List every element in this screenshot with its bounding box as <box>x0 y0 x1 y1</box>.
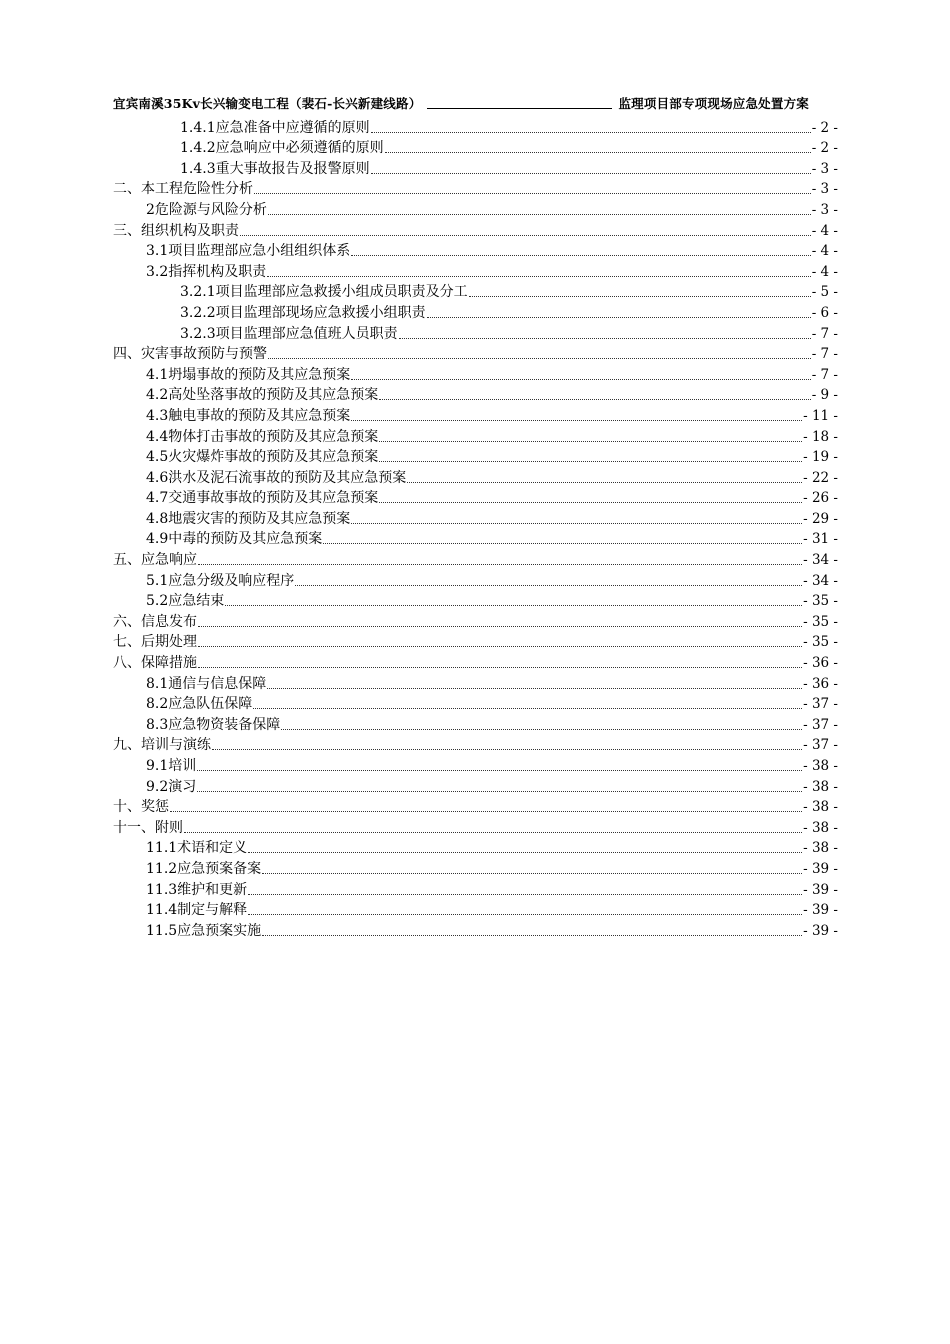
toc-entry-page-number: - 2 - <box>811 140 838 157</box>
toc-entry-page-number: - 35 - <box>803 634 838 651</box>
toc-entry-page-number: - 39 - <box>803 902 838 919</box>
toc-entry-page-number: - 2 - <box>811 119 838 136</box>
toc-entry[interactable] <box>113 384 838 405</box>
toc-entry[interactable] <box>113 240 838 261</box>
toc-dot-leader <box>469 295 811 297</box>
toc-entry-label: 二、本工程危险性分析 <box>113 181 253 198</box>
toc-dot-leader <box>253 707 802 709</box>
toc-entry-label: 4.7交通事故事故的预防及其应急预案 <box>146 490 379 507</box>
toc-entry[interactable] <box>113 198 838 219</box>
toc-dot-leader <box>427 316 811 318</box>
toc-entry-page-number: - 31 - <box>803 531 838 548</box>
toc-entry[interactable] <box>113 857 838 878</box>
toc-entry-label: 三、组织机构及职责 <box>113 222 239 239</box>
toc-dot-leader <box>198 645 802 647</box>
toc-entry[interactable] <box>113 322 838 343</box>
toc-entry-page-number: - 7 - <box>811 346 838 363</box>
toc-entry-page-number: - 22 - <box>803 469 838 486</box>
toc-dot-leader <box>399 337 811 339</box>
toc-dot-leader <box>184 831 802 833</box>
toc-entry[interactable] <box>113 425 838 446</box>
toc-entry[interactable] <box>113 260 838 281</box>
toc-dot-leader <box>197 790 802 792</box>
toc-entry[interactable] <box>113 569 838 590</box>
toc-entry-label: 5.2应急结束 <box>146 593 225 610</box>
toc-entry-page-number: - 6 - <box>811 304 838 321</box>
toc-entry-label: 1.4.2应急响应中必须遵循的原则 <box>180 140 384 157</box>
toc-entry-page-number: - 37 - <box>803 737 838 754</box>
toc-entry-label: 4.6洪水及泥石流事故的预防及其应急预案 <box>146 469 407 486</box>
toc-dot-leader <box>225 604 802 606</box>
toc-entry-page-number: - 39 - <box>803 881 838 898</box>
toc-entry-label: 11.2应急预案备案 <box>146 860 262 877</box>
toc-entry-page-number: - 4 - <box>811 222 838 239</box>
toc-entry-label: 8.2应急队伍保障 <box>146 696 253 713</box>
toc-entry[interactable] <box>113 754 838 775</box>
toc-entry[interactable] <box>113 116 838 137</box>
toc-entry[interactable] <box>113 466 838 487</box>
toc-entry-page-number: - 19 - <box>803 449 838 466</box>
toc-entry-label: 8.1通信与信息保障 <box>146 675 267 692</box>
toc-entry[interactable] <box>113 528 838 549</box>
toc-entry-page-number: - 36 - <box>803 675 838 692</box>
toc-entry-label: 9.1培训 <box>146 758 197 774</box>
toc-entry[interactable] <box>113 610 838 631</box>
toc-entry-page-number: - 35 - <box>803 613 838 630</box>
toc-entry-label: 4.9中毒的预防及其应急预案 <box>146 531 323 548</box>
toc-entry-label: 4.1坍塌事故的预防及其应急预案 <box>146 366 351 383</box>
toc-entry-label: 3.2.3项目监理部应急值班人员职责 <box>180 325 398 342</box>
page-header <box>113 90 809 112</box>
toc-dot-leader <box>268 357 811 359</box>
toc-entry-page-number: - 37 - <box>803 696 838 713</box>
toc-dot-leader <box>248 851 802 853</box>
toc-dot-leader <box>295 584 802 586</box>
toc-entry[interactable] <box>113 363 838 384</box>
toc-entry-label: 3.1项目监理部应急小组组织体系 <box>146 243 351 260</box>
toc-entry-page-number: - 35 - <box>803 593 838 610</box>
toc-entry-label: 4.5火灾爆炸事故的预防及其应急预案 <box>146 449 379 466</box>
toc-entry-label: 4.2高处坠落事故的预防及其应急预案 <box>146 387 379 404</box>
toc-entry-label: 2危险源与风险分析 <box>146 201 267 218</box>
toc-entry-label: 8.3应急物资装备保障 <box>146 716 281 733</box>
toc-entry-label: 3.2指挥机构及职责 <box>146 263 267 280</box>
toc-dot-leader <box>198 563 802 565</box>
toc-entry-label: 四、灾害事故预防与预警 <box>113 346 267 363</box>
toc-dot-leader <box>351 419 802 421</box>
toc-dot-leader <box>379 460 802 462</box>
toc-entry[interactable] <box>113 343 838 364</box>
toc-entry[interactable] <box>113 878 838 899</box>
toc-entry-label: 九、培训与演练 <box>113 737 211 754</box>
toc-entry-page-number: - 38 - <box>803 840 838 857</box>
toc-entry-page-number: - 9 - <box>811 387 838 404</box>
toc-entry-page-number: - 39 - <box>803 922 838 939</box>
toc-dot-leader <box>267 687 802 689</box>
toc-entry-page-number: - 37 - <box>803 716 838 733</box>
toc-entry-page-number: - 29 - <box>803 510 838 527</box>
header-project-title: 宜宾南溪35Kv长兴输变电工程（裴石-长兴新建线路） <box>113 96 422 111</box>
toc-entry[interactable] <box>113 281 838 302</box>
toc-entry[interactable] <box>113 734 838 755</box>
table-of-contents <box>113 116 838 940</box>
toc-dot-leader <box>254 192 811 194</box>
toc-dot-leader <box>267 275 810 277</box>
toc-entry-label: 11.5应急预案实施 <box>146 922 262 939</box>
toc-entry[interactable] <box>113 487 838 508</box>
toc-dot-leader <box>170 810 802 812</box>
toc-entry-page-number: - 34 - <box>803 552 838 569</box>
toc-entry-label: 11.3维护和更新 <box>146 881 248 898</box>
toc-entry-label: 1.4.1应急准备中应遵循的原则 <box>180 119 370 136</box>
toc-entry-label: 1.4.3重大事故报告及报警原则 <box>180 160 370 177</box>
toc-dot-leader <box>379 398 810 400</box>
toc-entry[interactable] <box>113 919 838 940</box>
toc-dot-leader <box>268 213 811 215</box>
toc-entry-page-number: - 26 - <box>803 490 838 507</box>
toc-dot-leader <box>248 893 802 895</box>
toc-entry-label: 11.4制定与解释 <box>146 902 248 919</box>
toc-dot-leader <box>371 131 811 133</box>
toc-entry[interactable] <box>113 157 838 178</box>
toc-dot-leader <box>248 913 802 915</box>
toc-entry-label: 十一、附则 <box>113 819 183 836</box>
toc-entry-page-number: - 11 - <box>803 407 838 424</box>
toc-dot-leader <box>351 254 810 256</box>
toc-entry[interactable] <box>113 137 838 158</box>
toc-entry-label: 4.8地震灾害的预防及其应急预案 <box>146 510 351 527</box>
toc-entry-label: 3.2.1项目监理部应急救援小组成员职责及分工 <box>180 284 468 301</box>
toc-dot-leader <box>262 934 802 936</box>
toc-dot-leader <box>212 748 802 750</box>
toc-entry-label: 4.3触电事故的预防及其应急预案 <box>146 407 351 424</box>
toc-entry-label: 9.2演习 <box>146 778 197 795</box>
toc-entry-label: 七、后期处理 <box>113 634 197 651</box>
toc-entry[interactable] <box>113 713 838 734</box>
toc-entry-label: 11.1术语和定义 <box>146 840 248 857</box>
toc-entry[interactable] <box>113 816 838 837</box>
toc-entry-label: 4.4物体打击事故的预防及其应急预案 <box>146 428 379 445</box>
toc-dot-leader <box>351 522 802 524</box>
toc-entry-page-number: - 38 - <box>803 799 838 816</box>
toc-entry[interactable] <box>113 446 838 467</box>
toc-entry-page-number: - 3 - <box>811 201 838 218</box>
toc-entry-page-number: - 34 - <box>803 572 838 589</box>
toc-entry-label: 五、应急响应 <box>113 552 197 569</box>
toc-entry[interactable] <box>113 590 838 611</box>
toc-entry-label: 5.1应急分级及响应程序 <box>146 572 295 589</box>
toc-entry-page-number: - 18 - <box>803 428 838 445</box>
toc-entry-page-number: - 38 - <box>803 778 838 795</box>
toc-entry-page-number: - 36 - <box>803 655 838 672</box>
toc-entry[interactable] <box>113 507 838 528</box>
toc-dot-leader <box>407 481 802 483</box>
header-document-title: 监理项目部专项现场应急处置方案 <box>618 96 809 111</box>
toc-dot-leader <box>379 440 802 442</box>
toc-entry-label: 八、保障措施 <box>113 655 197 672</box>
toc-entry[interactable] <box>113 404 838 425</box>
toc-dot-leader <box>351 378 810 380</box>
toc-dot-leader <box>281 728 802 730</box>
toc-entry[interactable] <box>113 693 838 714</box>
header-rule <box>427 107 612 109</box>
toc-dot-leader <box>240 234 811 236</box>
toc-entry[interactable] <box>113 548 838 569</box>
toc-entry-page-number: - 39 - <box>803 860 838 877</box>
toc-dot-leader <box>197 769 802 771</box>
toc-entry[interactable] <box>113 899 838 920</box>
toc-dot-leader <box>371 172 811 174</box>
toc-entry[interactable] <box>113 796 838 817</box>
toc-dot-leader <box>385 151 811 153</box>
toc-entry[interactable] <box>113 631 838 652</box>
toc-entry-page-number: - 38 - <box>803 819 838 836</box>
toc-entry-page-number: - 7 - <box>811 366 838 383</box>
toc-entry[interactable] <box>113 775 838 796</box>
toc-entry-page-number: - 5 - <box>811 284 838 301</box>
toc-entry-label: 十、奖惩 <box>113 799 169 816</box>
toc-entry[interactable] <box>113 178 838 199</box>
toc-dot-leader <box>323 542 802 544</box>
toc-entry-page-number: - 4 - <box>811 263 838 280</box>
toc-entry-page-number: - 3 - <box>811 160 838 177</box>
toc-dot-leader <box>379 501 802 503</box>
toc-entry-page-number: - 7 - <box>811 325 838 342</box>
toc-entry[interactable] <box>113 837 838 858</box>
toc-entry[interactable] <box>113 651 838 672</box>
toc-entry[interactable] <box>113 301 838 322</box>
toc-entry[interactable] <box>113 672 838 693</box>
toc-dot-leader <box>262 872 802 874</box>
toc-dot-leader <box>198 625 802 627</box>
toc-dot-leader <box>198 666 802 668</box>
toc-entry-page-number: - 3 - <box>811 181 838 198</box>
toc-entry-label: 3.2.2项目监理部现场应急救援小组职责 <box>180 304 426 321</box>
toc-entry-page-number: - 38 - <box>803 758 838 774</box>
toc-entry-page-number: - 4 - <box>811 243 838 260</box>
toc-entry[interactable] <box>113 219 838 240</box>
toc-entry-label: 六、信息发布 <box>113 613 197 630</box>
